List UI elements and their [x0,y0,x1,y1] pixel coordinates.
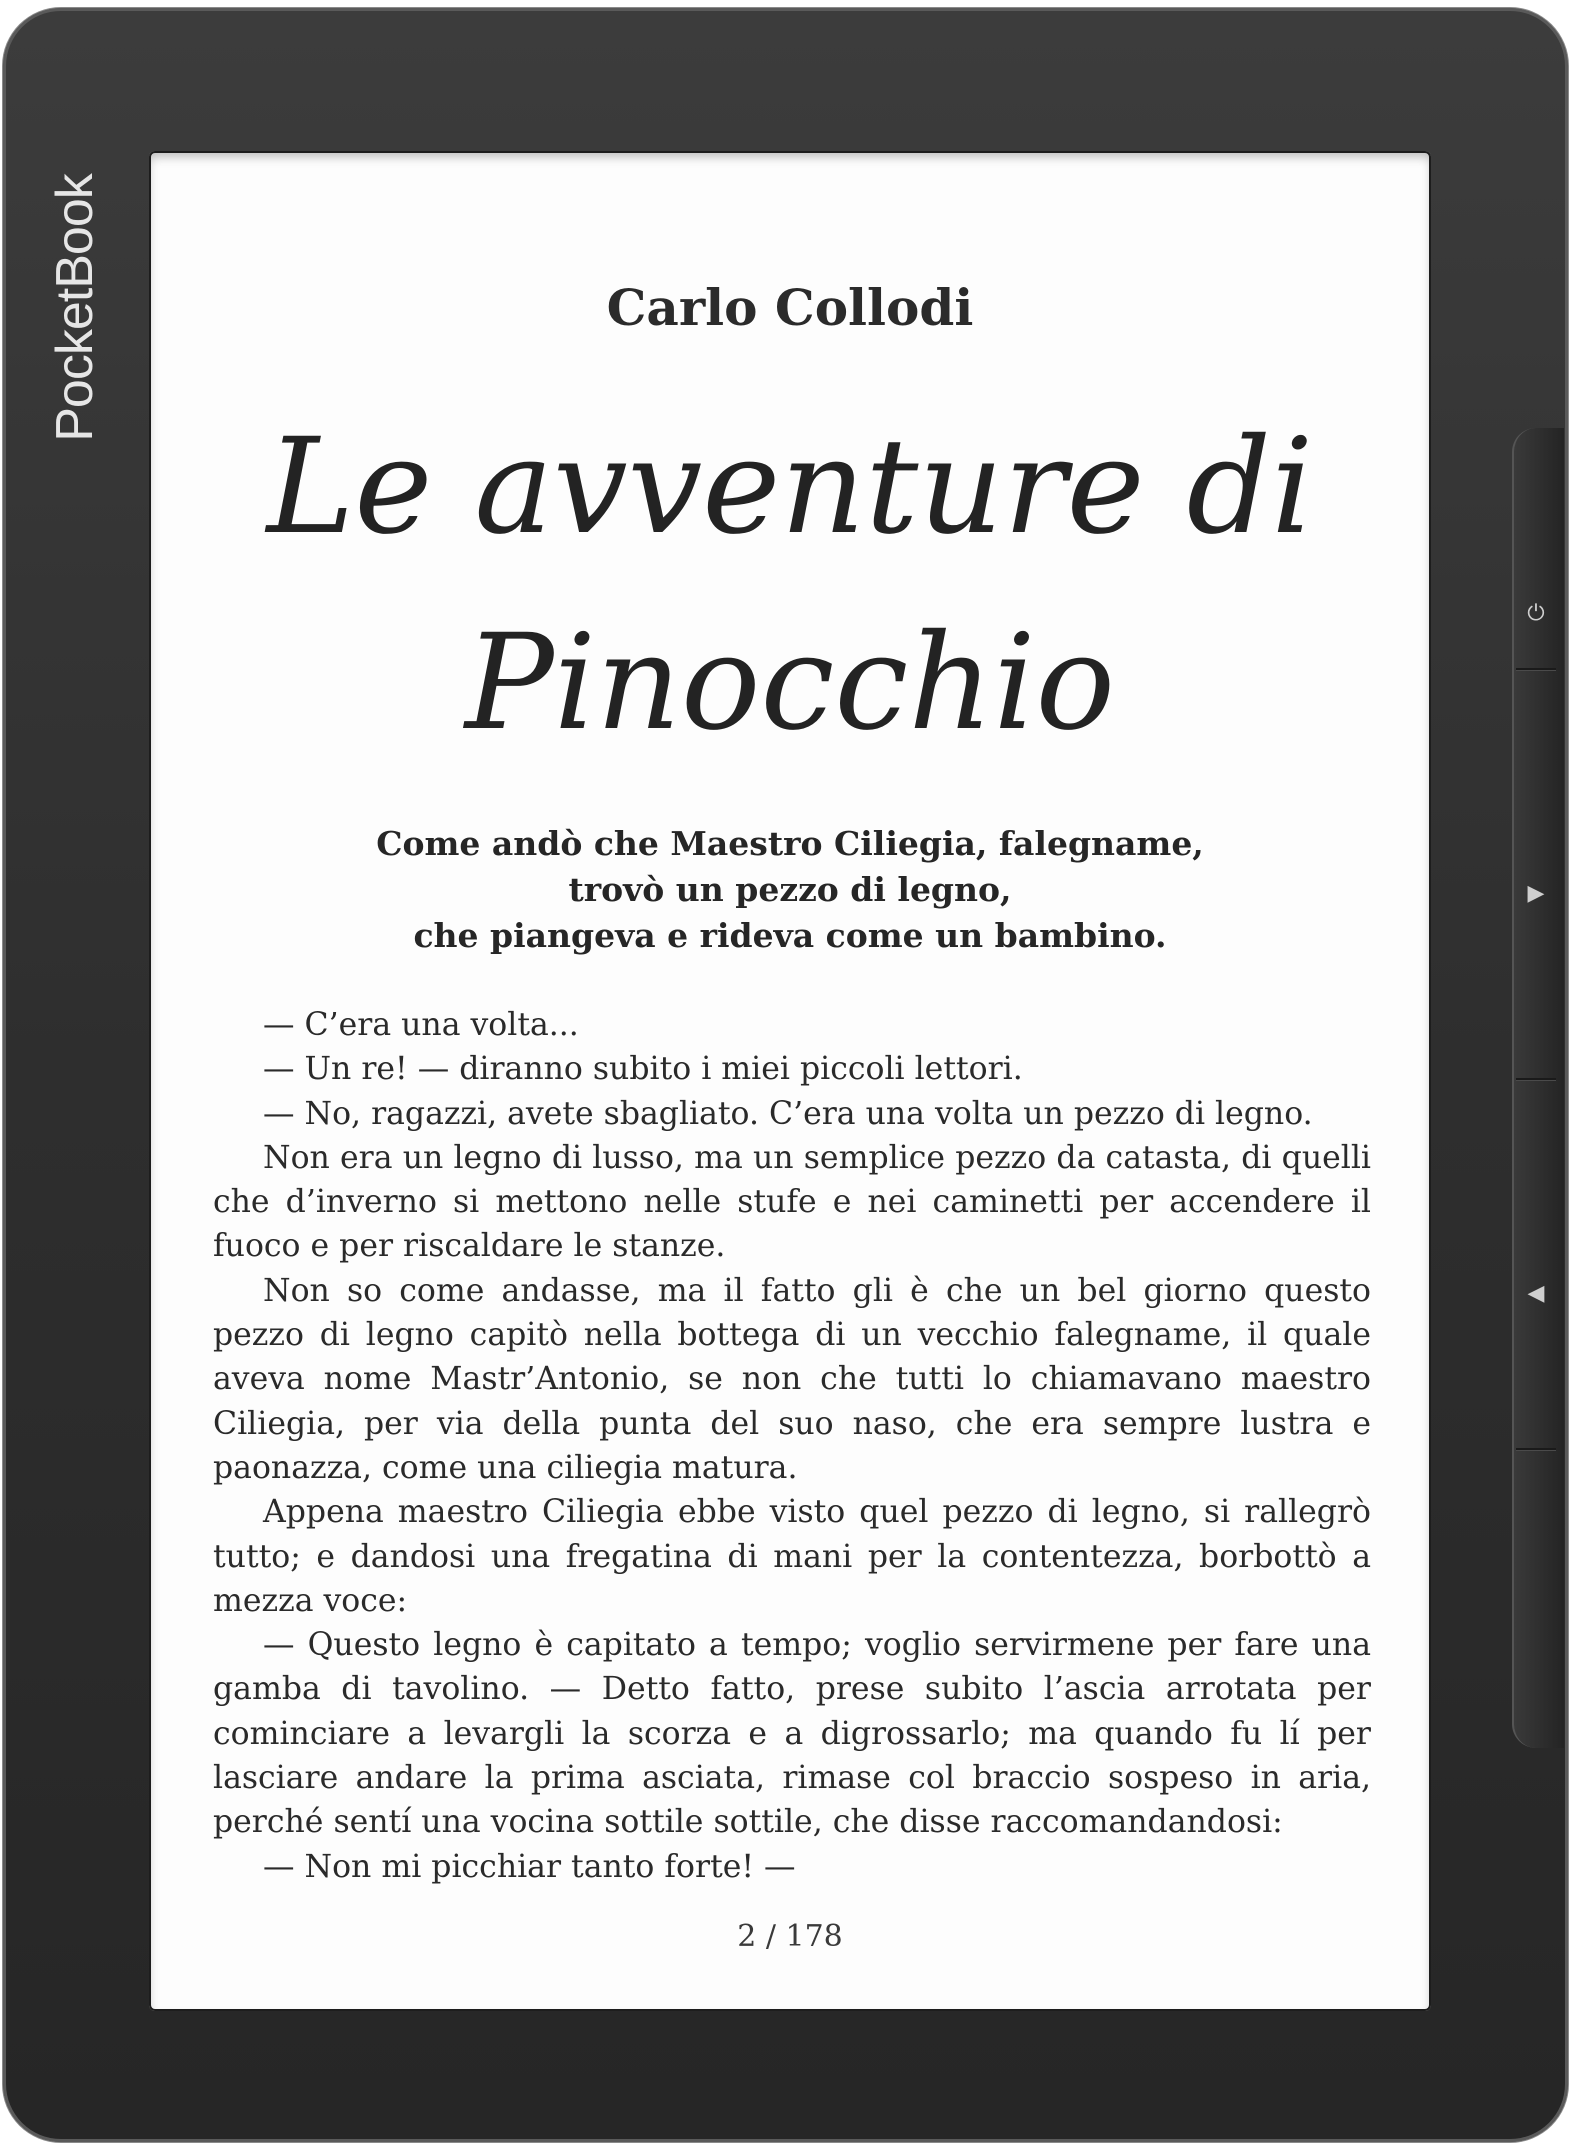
paragraph: — Questo legno è capitato a tempo; voglio servirmene per fare una gamba di tavolino. — Detto fatto, prese subito l’ascia arrotata per cominciare a levargli la scorza e a digrossarlo; ma quando fu lí per lasciare andare la prima asciata, rimase col braccio sospeso in aria, perché sentí una vocina sottile sottile, che disse raccomandandosi: [213,1627,1371,1841]
brand-logo [35,148,115,468]
brand-logo-text: PocketBook [46,174,104,442]
paragraph: — C’era una volta... [263,1007,579,1043]
paragraph: — No, ragazzi, avete sbagliato. C’era una volta un pezzo di legno. [263,1095,1313,1132]
page-indicator: 2 / 178 [737,1919,843,1954]
side-button-panel [1512,428,1564,1748]
chapter-heading-line: trovò un pezzo di legno, [568,870,1012,909]
book-title [189,389,1391,781]
power-icon: ⏻ [1527,600,1545,626]
book-author: Carlo Collodi [606,278,974,337]
button-divider [1516,1448,1556,1451]
next-page-icon: ▶ [1527,880,1545,906]
ereader-device [3,8,1568,2142]
paragraph: Appena maestro Ciliegia ebbe visto quel pezzo di legno, si rallegrò tutto; e dandosi una fregatina di mani per la contentezza, borbottò a mezza voce: [213,1494,1371,1619]
paragraph: Non so come andasse, ma il fatto gli è che un bel giorno questo pezzo di legno capitò nella bottega di un vecchio falegname, il quale aveva nome Mastr’Antonio, se non che tutti lo chiamavano maestro Ciliegia, per via della punta del suo naso, che era sempre lustra e paonazza, come una ciliegia matura. [213,1272,1371,1486]
next-page-button[interactable] [1516,873,1556,913]
power-button[interactable] [1516,593,1556,633]
reader-screen[interactable] [149,151,1431,2011]
prev-page-icon: ◀ [1527,1280,1545,1306]
chapter-heading-line: che piangeva e rideva come un bambino. [413,916,1167,955]
page-text [213,1003,1371,1889]
chapter-heading-line: Come andò che Maestro Ciliegia, falegname, [376,824,1204,863]
paragraph: — Non mi picchiar tanto forte! — [263,1848,796,1885]
chapter-heading [149,821,1431,959]
book-title-line: Le avventure di [266,410,1314,564]
paragraph: Non era un legno di lusso, ma un semplice pezzo da catasta, di quelli che d’inverno si mettono nelle stufe e nei caminetti per accendere il fuoco e per riscaldare le stanze. [213,1139,1371,1265]
paragraph: — Un re! — diranno subito i miei piccoli lettori. [263,1051,1023,1088]
prev-page-button[interactable] [1516,1273,1556,1313]
book-title-line: Pinocchio [464,606,1116,760]
button-divider [1516,668,1556,671]
button-divider [1516,1078,1556,1081]
